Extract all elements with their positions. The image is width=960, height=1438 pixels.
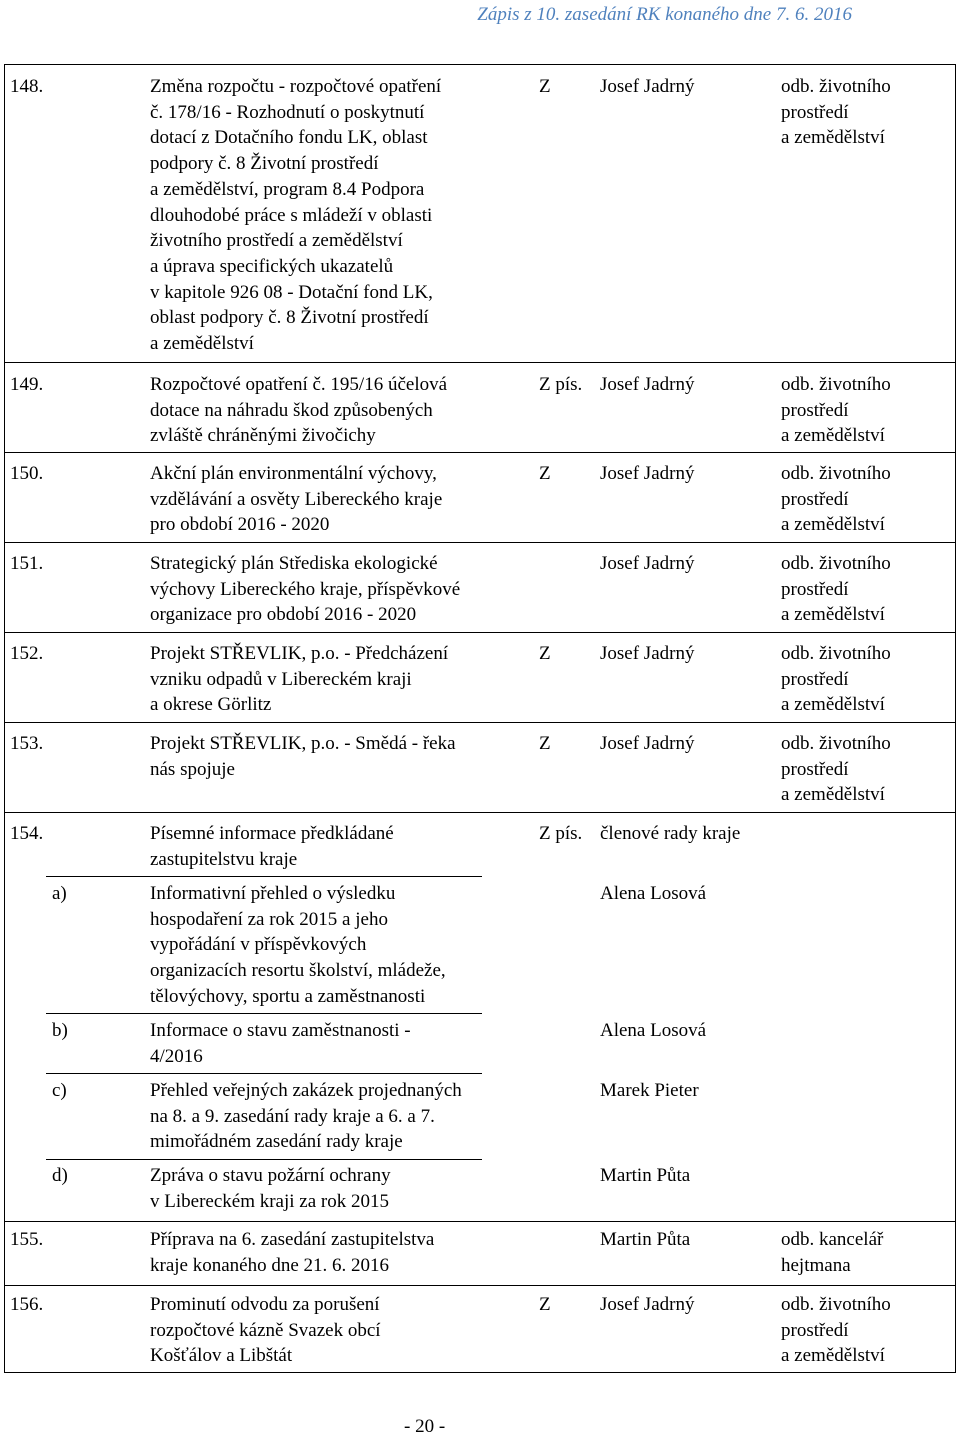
row-title: Akční plán environmentální výchovy, vzdělávání a osvěty Libereckého kraje pro období 2016 - 2020 (150, 463, 443, 536)
row-flag: Z (539, 76, 551, 97)
row-number: 152. (10, 643, 44, 664)
subrow-responsible: Marek Pieter (600, 1080, 699, 1101)
row-responsible: Josef Jadrný (600, 463, 695, 484)
row-responsible: Josef Jadrný (600, 76, 695, 97)
row-title: Rozpočtové opatření č. 195/16 účelová dotace na náhradu škod způsobených zvláště chráněnými živočichy (150, 374, 448, 447)
subrow-title: Informativní přehled o výsledku hospodaření za rok 2015 a jeho vypořádání v příspěvkových organizacích resortu školství, mládeže, tělovýchovy, sportu a zaměstnanosti (150, 883, 446, 1007)
row-number: 151. (10, 553, 44, 574)
subrow-title: Přehled veřejných zakázek projednaných na 8. a 9. zasedání rady kraje a 6. a 7. mimořádném zasedání rady kraje (150, 1080, 462, 1153)
row-title: Strategický plán Střediska ekologické výchovy Libereckého kraje, příspěvkové organizace pro období 2016 - 2020 (150, 553, 461, 626)
row-title: Projekt STŘEVLIK, p.o. - Předcházení vzniku odpadů v Libereckém kraji a okrese Görlitz (150, 643, 449, 716)
row-responsible: Martin Půta (600, 1229, 691, 1250)
row-department: odb. kancelář hejtmana (781, 1229, 884, 1276)
row-number: 156. (10, 1294, 44, 1315)
subrow-label: b) (52, 1020, 68, 1041)
subrow-divider (46, 876, 482, 877)
row-flag: Z (539, 733, 551, 754)
row-responsible: Josef Jadrný (600, 643, 695, 664)
agenda-table (4, 64, 956, 1373)
subrow-title: Informace o stavu zaměstnanosti - 4/2016 (150, 1020, 411, 1067)
row-divider (4, 542, 956, 543)
subrow-label: d) (52, 1165, 68, 1186)
row-flag: Z (539, 463, 551, 484)
row-divider (4, 812, 956, 813)
row-title: Projekt STŘEVLIK, p.o. - Smědá - řeka nás spojuje (150, 733, 456, 780)
subrow-title: Zpráva o stavu požární ochrany v Libereckém kraji za rok 2015 (150, 1165, 391, 1212)
row-title: Prominutí odvodu za porušení rozpočtové kázně Svazek obcí Košťálov a Libštát (150, 1294, 381, 1367)
subrow-divider (46, 1013, 482, 1014)
subrow-responsible: Martin Půta (600, 1165, 691, 1186)
row-divider (4, 722, 956, 723)
page-number: - 20 - (404, 1416, 446, 1437)
row-responsible: členové rady kraje (600, 823, 741, 844)
subrow-divider (46, 1159, 482, 1160)
subrow-responsible: Alena Losová (600, 1020, 707, 1041)
row-department: odb. životního prostředí a zemědělství (781, 1294, 891, 1367)
row-responsible: Josef Jadrný (600, 374, 695, 395)
page-header: Zápis z 10. zasedání RK konaného dne 7. 6. 2016 (477, 4, 852, 25)
row-title: Příprava na 6. zasedání zastupitelstva kraje konaného dne 21. 6. 2016 (150, 1229, 435, 1276)
row-department: odb. životního prostředí a zemědělství (781, 463, 891, 536)
row-department: odb. životního prostředí a zemědělství (781, 643, 891, 716)
subrow-responsible: Alena Losová (600, 883, 707, 904)
row-title: Změna rozpočtu - rozpočtové opatření č. 178/16 - Rozhodnutí o poskytnutí dotací z Dotačního fondu LK, oblast podpory č. 8 Životní prostředí a zemědělství, program 8.4 Podpora dlouhodobé práce s mládeží v oblasti životního prostředí a zemědělství a úprava specifických ukazatelů v kapitole 926 08 - Dotační fond LK, oblast podpory č. 8 Životní prostředí a zemědělství (150, 76, 442, 355)
row-divider (4, 362, 956, 363)
row-department: odb. životního prostředí a zemědělství (781, 553, 891, 626)
row-number: 154. (10, 823, 44, 844)
row-number: 153. (10, 733, 44, 754)
row-title: Písemné informace předkládané zastupitelstvu kraje (150, 823, 394, 870)
row-flag: Z pís. (539, 374, 583, 395)
row-responsible: Josef Jadrný (600, 553, 695, 574)
subrow-label: a) (52, 883, 67, 904)
subrow-divider (46, 1073, 482, 1074)
row-flag: Z (539, 643, 551, 664)
row-divider (4, 632, 956, 633)
row-number: 150. (10, 463, 44, 484)
row-number: 155. (10, 1229, 44, 1250)
subrow-label: c) (52, 1080, 67, 1101)
row-responsible: Josef Jadrný (600, 733, 695, 754)
row-department: odb. životního prostředí a zemědělství (781, 733, 891, 806)
row-flag: Z (539, 1294, 551, 1315)
row-responsible: Josef Jadrný (600, 1294, 695, 1315)
row-number: 149. (10, 374, 44, 395)
row-department: odb. životního prostředí a zemědělství (781, 76, 891, 149)
row-divider (4, 452, 956, 453)
row-divider (4, 1285, 956, 1286)
row-divider (4, 1221, 956, 1222)
row-department: odb. životního prostředí a zemědělství (781, 374, 891, 447)
row-flag: Z pís. (539, 823, 583, 844)
row-number: 148. (10, 76, 44, 97)
